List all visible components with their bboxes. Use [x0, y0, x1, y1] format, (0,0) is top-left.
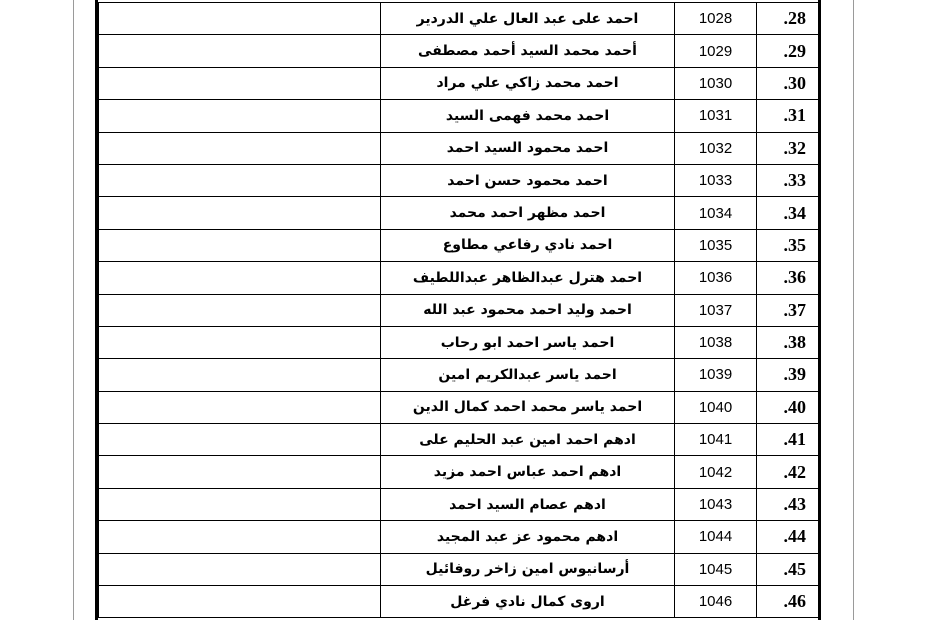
row-number-cell: .36 [757, 262, 819, 294]
student-name-cell: احمد ياسر عبدالكريم امين [381, 359, 675, 391]
table-row [99, 359, 819, 391]
student-name-cell: احمد ياسر محمد احمد كمال الدين [381, 391, 675, 423]
student-code-cell: 1043 [675, 488, 757, 520]
row-number-cell: .33 [757, 164, 819, 196]
student-name-cell: ادهم احمد امين عبد الحليم على [381, 424, 675, 456]
table-row [99, 521, 819, 553]
student-code-cell: 1030 [675, 67, 757, 99]
notes-cell [99, 100, 381, 132]
student-code-cell: 1033 [675, 164, 757, 196]
row-number-cell: .29 [757, 35, 819, 67]
row-number-cell: .35 [757, 229, 819, 261]
row-number-cell: .42 [757, 456, 819, 488]
notes-cell [99, 488, 381, 520]
notes-cell [99, 164, 381, 196]
row-number-cell: .32 [757, 132, 819, 164]
table-row [99, 488, 819, 520]
notes-cell [99, 553, 381, 585]
row-number-cell: .39 [757, 359, 819, 391]
table-row [99, 424, 819, 456]
notes-cell [99, 294, 381, 326]
table-row [99, 164, 819, 196]
table-row [99, 553, 819, 585]
student-name-cell: احمد وليد احمد محمود عبد الله [381, 294, 675, 326]
student-code-cell: 1042 [675, 456, 757, 488]
notes-cell [99, 326, 381, 358]
table-row [99, 391, 819, 423]
student-code-cell: 1045 [675, 553, 757, 585]
notes-cell [99, 229, 381, 261]
student-code-cell: 1044 [675, 521, 757, 553]
row-number-cell: .30 [757, 67, 819, 99]
student-name-cell: ادهم محمود عز عبد المجيد [381, 521, 675, 553]
table-row [99, 262, 819, 294]
row-number-cell: .43 [757, 488, 819, 520]
table-row [99, 3, 819, 35]
notes-cell [99, 521, 381, 553]
table-row [99, 100, 819, 132]
row-number-cell: .44 [757, 521, 819, 553]
student-name-cell: احمد هترل عبدالظاهر عبداللطيف [381, 262, 675, 294]
table-row [99, 586, 819, 618]
table-row [99, 326, 819, 358]
student-code-cell: 1034 [675, 197, 757, 229]
notes-cell [99, 262, 381, 294]
student-list-body [99, 3, 819, 618]
student-name-cell: احمد على عبد العال علي الدردير [381, 3, 675, 35]
student-code-cell: 1037 [675, 294, 757, 326]
row-number-cell: .40 [757, 391, 819, 423]
student-name-cell: ادهم عصام السيد احمد [381, 488, 675, 520]
table-row [99, 294, 819, 326]
row-number-cell: .38 [757, 326, 819, 358]
student-name-cell: أحمد محمد السيد أحمد مصطفى [381, 35, 675, 67]
notes-cell [99, 586, 381, 618]
notes-cell [99, 391, 381, 423]
notes-cell [99, 67, 381, 99]
table-row [99, 132, 819, 164]
notes-cell [99, 197, 381, 229]
student-code-cell: 1029 [675, 35, 757, 67]
student-list-table [98, 2, 819, 618]
student-name-cell: احمد مظهر احمد محمد [381, 197, 675, 229]
student-name-cell: احمد ياسر احمد ابو رحاب [381, 326, 675, 358]
student-name-cell: أرسانيوس امين زاخر روفائيل [381, 553, 675, 585]
student-code-cell: 1035 [675, 229, 757, 261]
notes-cell [99, 424, 381, 456]
student-code-cell: 1041 [675, 424, 757, 456]
notes-cell [99, 359, 381, 391]
notes-cell [99, 132, 381, 164]
student-code-cell: 1028 [675, 3, 757, 35]
student-code-cell: 1031 [675, 100, 757, 132]
student-name-cell: احمد نادي رفاعي مطاوع [381, 229, 675, 261]
row-number-cell: .31 [757, 100, 819, 132]
page-edge-right [853, 0, 854, 620]
row-number-cell: .46 [757, 586, 819, 618]
student-code-cell: 1046 [675, 586, 757, 618]
student-code-cell: 1032 [675, 132, 757, 164]
row-number-cell: .45 [757, 553, 819, 585]
student-code-cell: 1040 [675, 391, 757, 423]
notes-cell [99, 3, 381, 35]
notes-cell [99, 35, 381, 67]
page-edge-left [73, 0, 74, 620]
table-row [99, 456, 819, 488]
row-number-cell: .34 [757, 197, 819, 229]
student-name-cell: احمد محمود حسن احمد [381, 164, 675, 196]
table-row [99, 67, 819, 99]
row-number-cell: .41 [757, 424, 819, 456]
student-name-cell: احمد محمد فهمى السيد [381, 100, 675, 132]
student-code-cell: 1036 [675, 262, 757, 294]
row-number-cell: .28 [757, 3, 819, 35]
student-name-cell: احمد محمود السيد احمد [381, 132, 675, 164]
table-row [99, 197, 819, 229]
row-number-cell: .37 [757, 294, 819, 326]
student-name-cell: اروى كمال نادي فرغل [381, 586, 675, 618]
notes-cell [99, 456, 381, 488]
student-name-cell: احمد محمد زاكي علي مراد [381, 67, 675, 99]
student-code-cell: 1039 [675, 359, 757, 391]
student-code-cell: 1038 [675, 326, 757, 358]
table-row [99, 229, 819, 261]
student-name-cell: ادهم احمد عباس احمد مزيد [381, 456, 675, 488]
table-row [99, 35, 819, 67]
